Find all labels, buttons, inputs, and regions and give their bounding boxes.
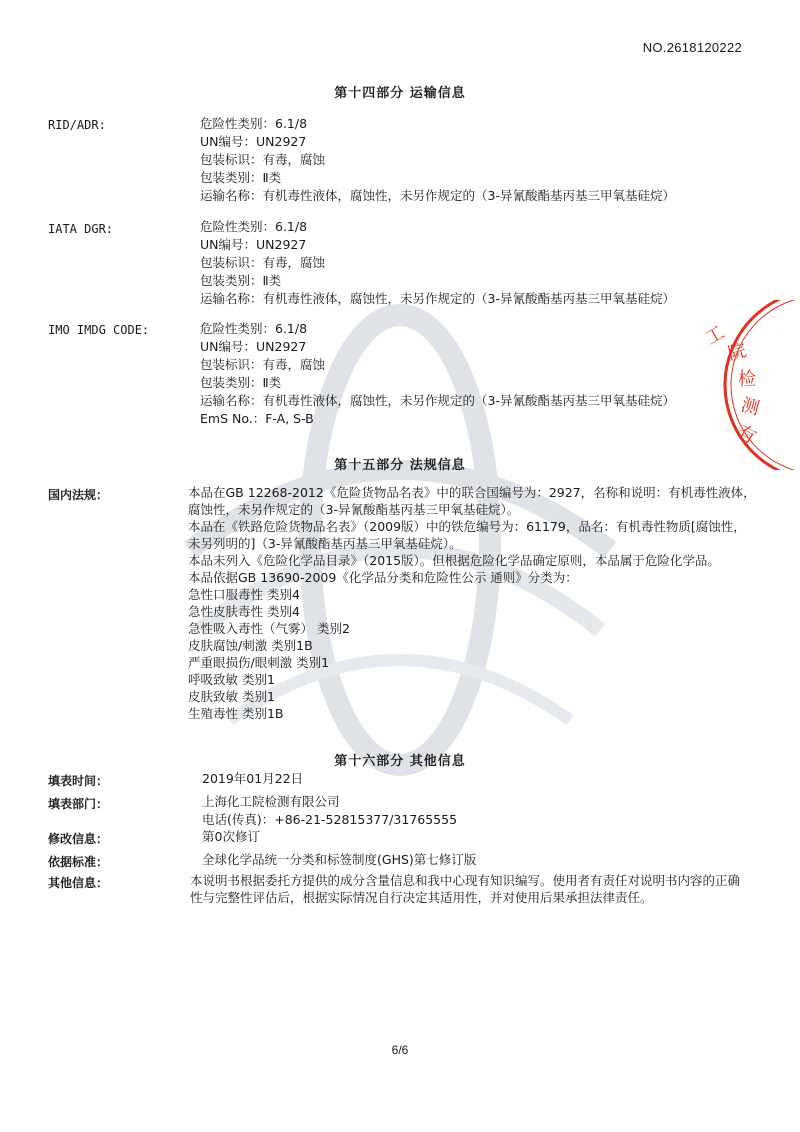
regulation-paragraph: 本品未列入《危险化学品目录》（2015版）。但根据危险化学品确定原则，本品属于危险化学品。: [188, 553, 720, 568]
classification-item: 急性皮肤毒性 类别4: [188, 604, 300, 619]
basis-value: 全球化学品统一分类和标签制度(GHS)第七修订版: [202, 852, 477, 867]
fill-time-value: 2019年01月22日: [202, 771, 304, 786]
detail-line: 包装标识：有毒，腐蚀: [200, 357, 326, 372]
imo-label: IMO IMDG CODE:: [48, 323, 150, 337]
regulation-paragraph: 本品在GB 12268-2012《危险货物品名表》中的联合国编号为：2927，名称和说明：有机毒性液体，腐蚀性，未另作规定的（3-异氰酸酯基丙基三甲氧基硅烷）。: [188, 485, 756, 517]
detail-line: 包装标识：有毒，腐蚀: [200, 255, 326, 270]
svg-text:院: 院: [725, 339, 749, 365]
detail-line: 包装类别：Ⅱ类: [200, 375, 282, 390]
detail-line: UN编号：UN2927: [200, 237, 307, 252]
other-info-label: 其他信息：: [48, 876, 109, 890]
detail-line: 危险性类别：6.1/8: [200, 116, 308, 131]
phone-fax: 电话(传真)：+86-21-52815377/31765555: [202, 812, 458, 827]
fill-time-block: [202, 770, 303, 788]
detail-line: 运输名称：有机毒性液体，腐蚀性，未另作规定的（3-异氰酸酯基丙基三甲氧基硅烷）: [200, 291, 675, 306]
company-seal: [700, 300, 800, 470]
rid-adr-details: [200, 115, 675, 205]
iata-label: IATA DGR:: [48, 222, 114, 236]
svg-text:有: 有: [733, 421, 760, 449]
classification-item: 严重眼损伤/眼刺激 类别1: [188, 655, 330, 670]
detail-line: EmS No.：F-A, S-B: [200, 411, 314, 426]
fill-dept-block: [202, 793, 457, 829]
basis-block: [202, 851, 476, 869]
basis-label: 依据标准：: [48, 855, 109, 869]
classification-item: 皮肤腐蚀/刺激 类别1B: [188, 638, 313, 653]
detail-line: 包装类别：Ⅱ类: [200, 170, 282, 185]
classification-item: 呼吸致敏 类别1: [188, 672, 275, 687]
detail-line: UN编号：UN2927: [200, 134, 307, 149]
classification-item: 急性吸入毒性（气雾） 类别2: [188, 621, 350, 636]
svg-text:工: 工: [702, 322, 729, 350]
other-info-value: 本说明书根据委托方提供的成分含量信息和我中心现有知识编写。使用者有责任对说明书内容的正确性与完整性评估后，根据实际情况自行决定其适用性，并对使用后果承担法律责任。: [190, 873, 741, 905]
fill-dept-label: 填表部门：: [48, 797, 109, 811]
detail-line: 危险性类别：6.1/8: [200, 219, 308, 234]
detail-line: 运输名称：有机毒性液体，腐蚀性，未另作规定的（3-异氰酸酯基丙基三甲氧基硅烷）: [200, 393, 675, 408]
iata-details: [200, 218, 675, 308]
rid-adr-label: RID/ADR:: [48, 118, 106, 132]
section-15-title: 第十五部分 法规信息: [334, 458, 466, 473]
classification-item: 生殖毒性 类别1B: [188, 706, 284, 721]
domestic-regulations-text: [188, 484, 758, 722]
regulation-paragraph: 本品在《铁路危险货物品名表》（2009版）中的铁危编号为：61179，品名：有机毒性物质[腐蚀性，未另列明的]（3-异氰酸酯基丙基三甲氧基硅烷）。: [188, 519, 746, 551]
imo-details: [200, 320, 675, 428]
section-16-title: 第十六部分 其他信息: [334, 754, 466, 769]
svg-text:测: 测: [738, 394, 762, 420]
revision-label: 修改信息：: [48, 832, 109, 846]
fill-time-label: 填表时间：: [48, 774, 109, 788]
detail-line: 包装标识：有毒，腐蚀: [200, 152, 326, 167]
page-number: 6/6: [391, 1043, 409, 1057]
domestic-regulations-label: 国内法规：: [48, 488, 109, 502]
svg-text:检: 检: [738, 369, 756, 390]
fill-dept-value: 上海化工院检测有限公司: [202, 794, 340, 809]
document-number: NO.2618120222: [642, 40, 742, 55]
classification-item: 皮肤致敏 类别1: [188, 689, 275, 704]
classification-item: 急性口服毒性 类别4: [188, 587, 300, 602]
regulation-paragraph: 本品依据GB 13690-2009《化学品分类和危险性公示 通则》分类为：: [188, 570, 578, 585]
revision-value: 第0次修订: [202, 829, 260, 844]
detail-line: 危险性类别：6.1/8: [200, 321, 308, 336]
section-14-title: 第十四部分 运输信息: [334, 86, 466, 101]
detail-line: 包装类别：Ⅱ类: [200, 273, 282, 288]
detail-line: 运输名称：有机毒性液体，腐蚀性，未另作规定的（3-异氰酸酯基丙基三甲氧基硅烷）: [200, 188, 675, 203]
revision-block: [202, 828, 260, 846]
detail-line: UN编号：UN2927: [200, 339, 307, 354]
